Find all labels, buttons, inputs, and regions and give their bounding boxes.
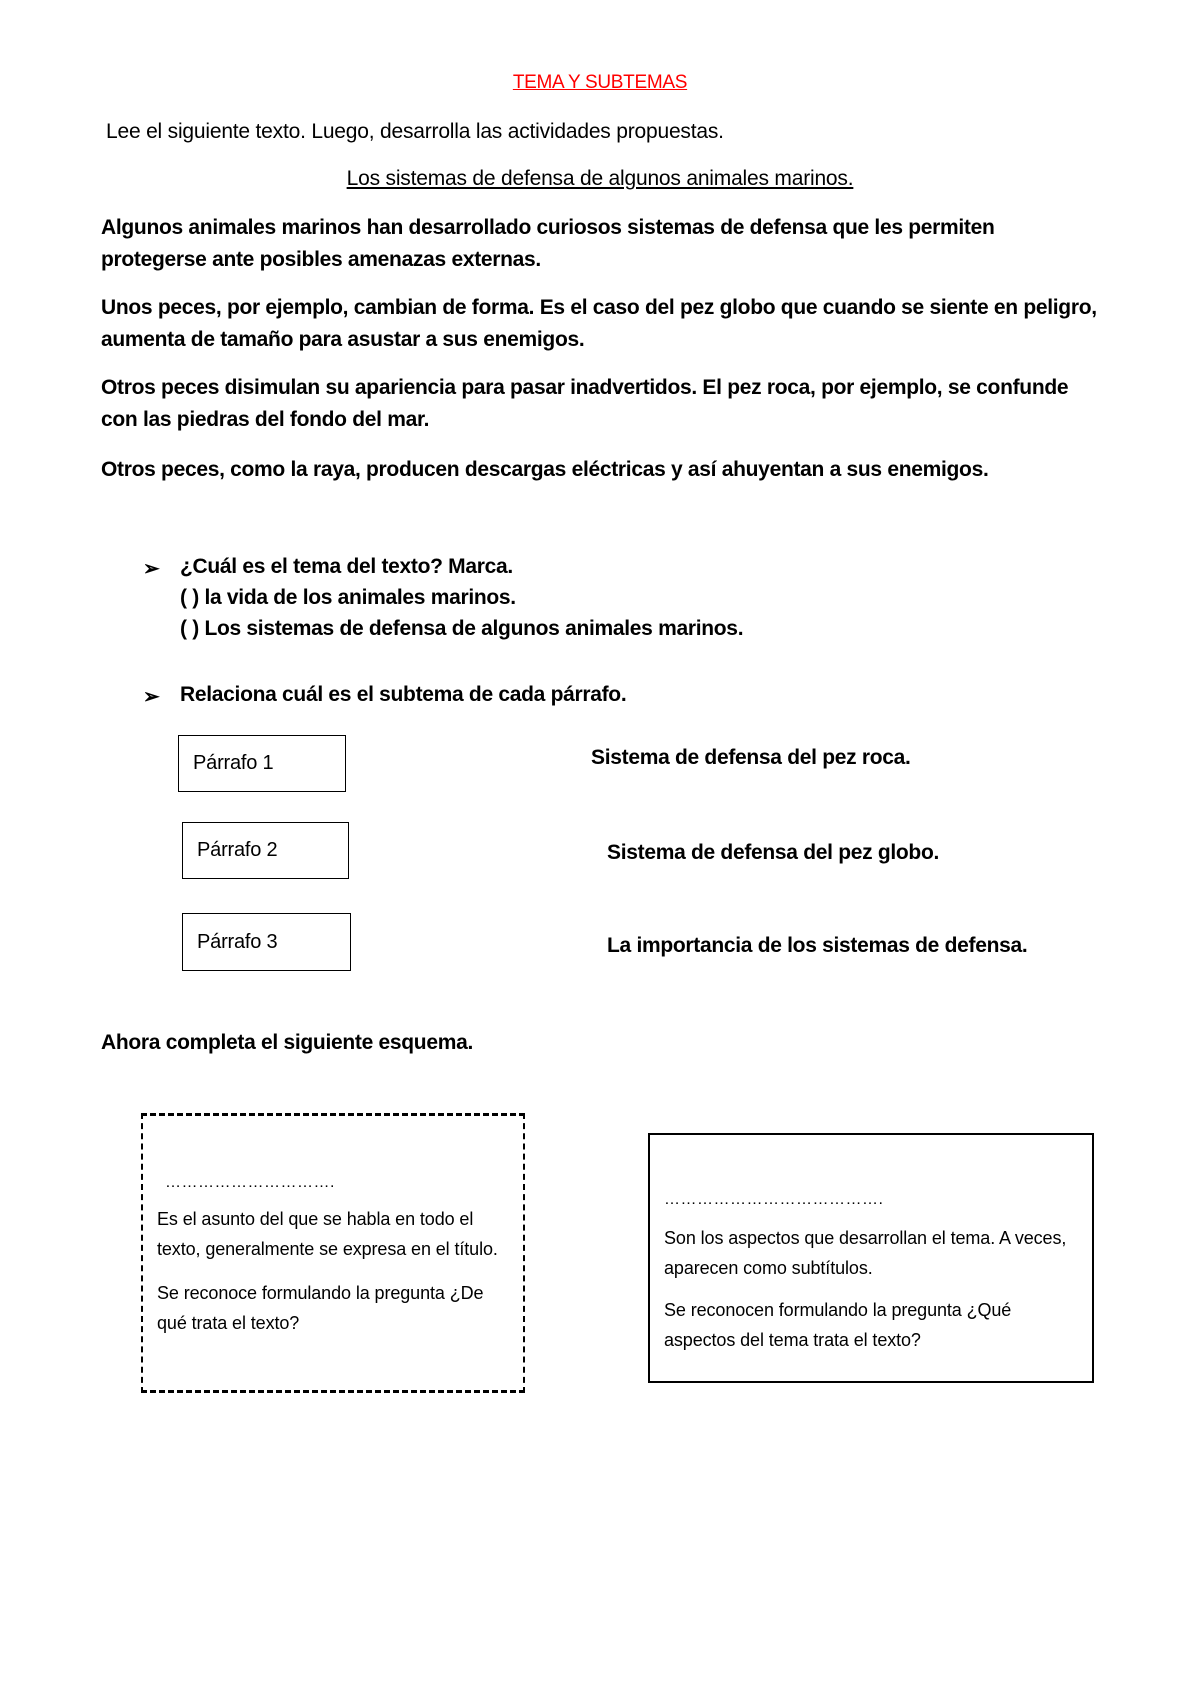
reading-paragraph-3: Otros peces disimulan su apariencia para pasar inadvertidos. El pez roca, por ejemplo, se confunde con las piedras del fondo del mar.	[101, 376, 1069, 431]
blank-line[interactable]: ………………………………….	[664, 1191, 884, 1208]
question-1-prompt: ¿Cuál es el tema del texto? Marca.	[180, 555, 513, 578]
subtopic-3[interactable]: La importancia de los sistemas de defensa.	[607, 934, 1028, 957]
paragraph-box-2[interactable]	[182, 822, 349, 879]
reading-paragraph-4: Otros peces, como la raya, producen descargas eléctricas y así ahuyentan a sus enemigos.	[101, 458, 989, 481]
subtemas-hint: Se reconocen formulando la pregunta ¿Qué aspectos del tema trata el texto?	[664, 1300, 1012, 1350]
page-title: TEMA Y SUBTEMAS	[512, 72, 688, 93]
scheme-instruction: Ahora completa el siguiente esquema.	[101, 1031, 473, 1054]
paragraph-box-label: Párrafo 1	[193, 752, 274, 774]
reading-paragraph-1: Algunos animales marinos han desarrollado curiosos sistemas de defensa que les permiten protegerse ante posibles amenazas externas.	[101, 216, 995, 271]
blank-line[interactable]: ………………………….	[165, 1174, 335, 1191]
subtopic-1[interactable]: Sistema de defensa del pez roca.	[591, 746, 911, 769]
paragraph-box-3[interactable]	[182, 913, 351, 971]
arrow-bullet-icon: ➢	[143, 558, 160, 580]
scheme-box-tema	[141, 1113, 525, 1393]
paragraph-box-1[interactable]	[178, 735, 346, 792]
question-1-option-1[interactable]: ( ) la vida de los animales marinos.	[180, 586, 516, 609]
question-2-prompt: Relaciona cuál es el subtema de cada párrafo.	[180, 683, 627, 706]
scheme-box-subtemas	[648, 1133, 1094, 1383]
subtemas-definition: Son los aspectos que desarrollan el tema. A veces, aparecen como subtítulos.	[664, 1228, 1067, 1278]
tema-definition: Es el asunto del que se habla en todo el texto, generalmente se expresa en el título.	[157, 1209, 498, 1259]
arrow-bullet-icon: ➢	[143, 686, 160, 708]
paragraph-box-label: Párrafo 2	[197, 839, 278, 861]
instruction-text: Lee el siguiente texto. Luego, desarrolla las actividades propuestas.	[106, 120, 724, 143]
subtopic-2[interactable]: Sistema de defensa del pez globo.	[607, 841, 940, 864]
reading-title: Los sistemas de defensa de algunos animales marinos.	[346, 167, 854, 190]
paragraph-box-label: Párrafo 3	[197, 930, 278, 953]
reading-paragraph-2: Unos peces, por ejemplo, cambian de forma. Es el caso del pez globo que cuando se siente en peligro, aumenta de tamaño para asustar a sus enemigos.	[101, 296, 1097, 351]
question-1-option-2[interactable]: ( ) Los sistemas de defensa de algunos animales marinos.	[180, 617, 744, 640]
tema-hint: Se reconoce formulando la pregunta ¿De qué trata el texto?	[157, 1283, 484, 1333]
